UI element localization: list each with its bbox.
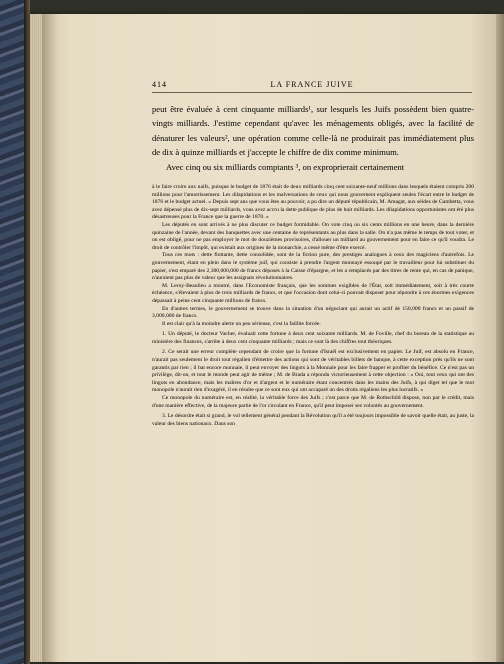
footnote-3: 3. Le désordre était si grand, le vol tellement général pendant la Révolution qu'il a été toujours impossible de savoir quelle était, au juste, la valeur des biens nationaux. Dans son — [152, 413, 474, 427]
footnote-paragraph: Ce monopole du numéraire est, en réalité, la véritable force des Juifs ; c'est parce que M. de Rothschild dispose, non par le crédit, mais d'une manière effective, de la majeure partie de l'or circulant en France, qu'il peut imposer ses volontés au gouvernement. — [152, 395, 474, 409]
footnotes-block — [152, 184, 474, 428]
footnote-paragraph: Les députés en sont arrivés à ne plus discuter ce budget formidable. On vote cinq ou six cents millions en une heure, dans la dernière quinzaine de l'année, devant des banquettes avec une centaine de représentants au plus dans la salle. On n'a pas même le temps de tout voter, et on est obligé, pour ne pas employer le mot de douzièmes provisoires, d'allouer un milliard au gouvernement pour en faire ce qu'il voudra. Le droit de contrôler l'impôt, qui existait aux origines de la monarchie, a cessé même d'être exercé. — [152, 221, 474, 251]
main-paragraph: peut être évaluée à cent cinquante milliards¹, sur lesquels les Juifs possèdent bien quatre-vingts milliards. J'estime cependant qu'avec les ménagements obligés, avec la facilité de dénaturer les valeurs², une opération comme celle-là ne produirait pas immédiatement plus de dix à quinze milliards et j'accepte le chiffre de dix comme minimum. — [152, 104, 474, 158]
footnote-2: 2. Ce serait une erreur complète cependant de croire que la fortune d'Israël est exclusivement en papier. Le Juif, est absolu en France, n'aurait pas seulement le droit tout régalien d'émettre des actions qui sont de véritables billets de banque, à cette exception près qu'ils ne sont garantis par rien ; il bat encore monnaie, il peut envoyer des lingots à la Monnaie pour les faire frapper et profiter du bénéfice. Ce n'est pas un privilège, dit-on, et tout le monde peut agir de même ; M. de Brada a répondu victorieusement à cette objection : « Oui, tout ceux qui ont des lingots en abondance, mais les maîtres d'or et d'argent et le numéraire étant concentrés dans les mains des Juifs, à qui diget tel que le mot monopole n'aurait rien d'exagéré, il en résulte que ce sont eux qui ont accaparé un des droits régaliens les plus lucratifs. » — [152, 349, 474, 394]
footnote-paragraph: à le faire croire aux naïfs, puisque le budget de 1876 était de deux milliards cinq cent soixante-neuf millions dans lesquels étaient compris 200 millions pour l'amortissement. Les dilapidations et les malversations de ceux qui nous gouvernent expliquent seules l'écart entre le budget de 1876 et le budget actuel. « Depuis sept ans que vous êtes au pouvoir, a pu dire un député républicain, M. Amagat, aux séides de Gambetta, vous avez dépensé plus de dix-sept milliards, vous avez accru la dette publique de plus de huit milliards. Les dilapidations opportunistes ont été plus désastreuses pour la France que la guerre de 1870. » — [152, 184, 474, 221]
footnote-paragraph: En d'autres termes, le gouvernement se trouve dans la situation d'un négociant qui aurait un actif de 150,000 francs et un passif de 3,000,000 de francs. — [152, 305, 474, 320]
running-title: LA FRANCE JUIVE — [270, 80, 354, 89]
running-head — [152, 80, 472, 92]
page-stack-edges — [30, 14, 42, 662]
footnote-1: 1. Un député, le docteur Vacher, évaluait cette fortune à deux cent soixante milliards. M. de Foville, chef du bureau de la statistique au ministère des finances, s'arrête à deux cent cinquante milliards ; mais ce sont là des chiffres tout théoriques. — [152, 331, 474, 345]
right-page-edge — [496, 14, 504, 662]
page-number: 414 — [152, 80, 167, 89]
header-rule — [152, 92, 472, 93]
book-binding — [0, 0, 24, 664]
main-text-block — [152, 102, 474, 174]
main-paragraph: Avec cinq ou six milliards comptants ³, on exproprierait certainement — [166, 161, 405, 172]
footnote-paragraph: Tous ces mots : dette flottante, dette consolidée, sont de la fiction pure, des prestiges analogues à ceux des magiciens d'autrefois. Le gouvernement, étant en plein dans le système juif, qui consiste à prendre l'argent monnayé essoupé par le travailleur pour lui substituer du papier, s'est emparé des 2,300,000,000 de francs déposés à la Caisse d'épargne, et les a remplacés par des titres de rente qui, en cas de panique, n'auraient pas plus de valeur que les assignats révolutionnaires. — [152, 252, 474, 282]
footnote-paragraph: M. Leroy-Beaulieu a montré, dans l'Economiste français, que les sommes exigibles de l'État, soit immédiatement, soit à très courte échéance, s'élevaient à plus de trois milliards de francs, et que l'occasion dont celui-ci pouvait disposer pour répondre à ces énormes exigences dépassait à peine cent cinquante millions de francs. — [152, 282, 474, 304]
footnote-paragraph: Il est clair qu'à la moindre alerte un peu sérieuse, c'est la faillite forcée. — [162, 320, 321, 327]
gutter-shadow — [42, 14, 58, 662]
